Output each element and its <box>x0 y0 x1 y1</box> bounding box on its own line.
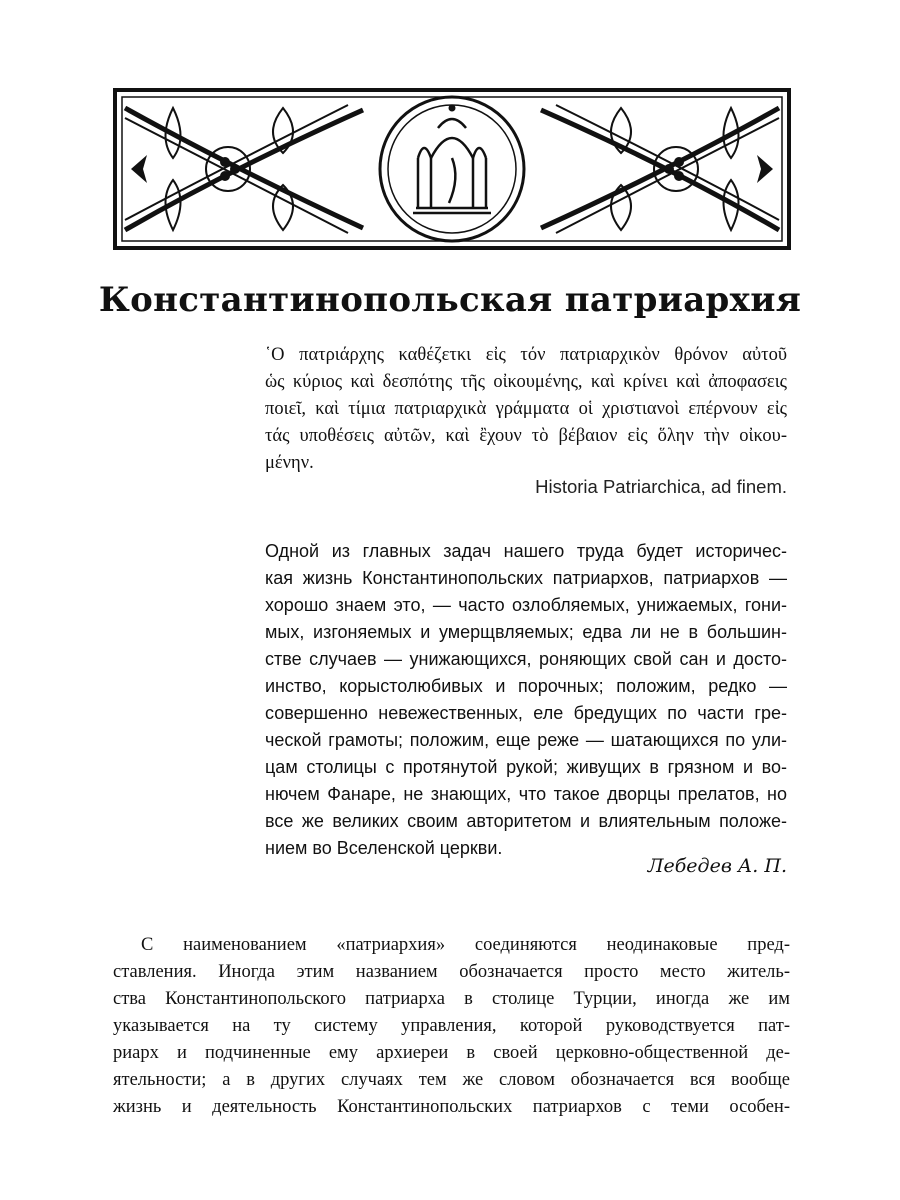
quote-line: нием во Вселенской церкви. <box>265 838 503 858</box>
quote-line: Одной из главных задач нашего труда будет историчес- <box>265 541 787 561</box>
quote-author: Лебедев А. П. <box>647 855 787 877</box>
epigraph-line: ὡς κύριος καὶ δεσπότης τῆς οἰκουμένης, καὶ κρίνει καὶ ἀποφασεις <box>265 372 787 392</box>
epigraph-line: ποιεῖ, καὶ τίμια πατριαρχικὰ γράμματα οἱ χριστιανοὶ επέρνουν εἰς <box>265 399 787 419</box>
quote-line: кая жизнь Константинопольских патриархов, патриархов — <box>265 568 787 588</box>
epigraph-source: Historia Patriarchica, ad finem. <box>535 476 787 497</box>
body-line: риарх и подчиненные ему архиереи в своей церковно-общественной де- <box>113 1043 790 1063</box>
quote-line: хорошо знаем это, — часто озлобляемых, унижаемых, гони- <box>265 595 787 615</box>
epigraph-line: μένην. <box>265 453 314 473</box>
quote-line: стве случаев — унижающихся, роняющих свой сан и досто- <box>265 649 787 669</box>
epigraph-line: ῾Ο πατριάρχης καθέζετκι εἰς τόν πατριαρχικὸν θρόνον αὐτοῦ <box>265 345 787 365</box>
greek-epigraph <box>265 342 787 477</box>
chapter-title: Константинопольская патриархия <box>98 280 802 320</box>
epigraph-line: τάς υποθέσεις αὐτῶν, καὶ ἒχουν τὸ βέβαιον εἰς ὅλην τὴν οἰκου- <box>265 426 787 446</box>
body-line: ставления. Иногда этим названием обозначается просто место житель- <box>113 962 790 982</box>
quote-line: все же великих своим авторитетом и влиятельным положе- <box>265 811 787 831</box>
body-paragraph <box>113 932 790 1121</box>
quote-line: нючем Фанаре, не знающих, что такое дворцы прелатов, но <box>265 784 787 804</box>
quote-line: ческой грамоты; положим, еще реже — шатающихся по ули- <box>265 730 787 750</box>
body-line: жизнь и деятельность Константинопольских патриархов с теми особен- <box>113 1097 790 1117</box>
quote-line: мых, изгоняемых и умерщвляемых; едва ли не в большин- <box>265 622 787 642</box>
quote-line: инство, корыстолюбивых и порочных; положим, редко — <box>265 676 787 696</box>
quote-line: совершенно невежественных, еле бредущих по части гре- <box>265 703 787 723</box>
ornamental-header-banner <box>113 88 791 250</box>
body-line: ятельности; а в других случаях тем же словом обозначается вся вообще <box>113 1070 790 1090</box>
quote-block <box>265 538 787 862</box>
body-line: указывается на ту систему управления, которой руководствуется пат- <box>113 1016 790 1036</box>
body-line: ства Константинопольского патриарха в столице Турции, иногда же им <box>113 989 790 1009</box>
quote-line: цам столицы с протянутой рукой; живущих в грязном и во- <box>265 757 787 777</box>
body-line: С наименованием «патриархия» соединяются неодинаковые пред- <box>141 935 790 955</box>
